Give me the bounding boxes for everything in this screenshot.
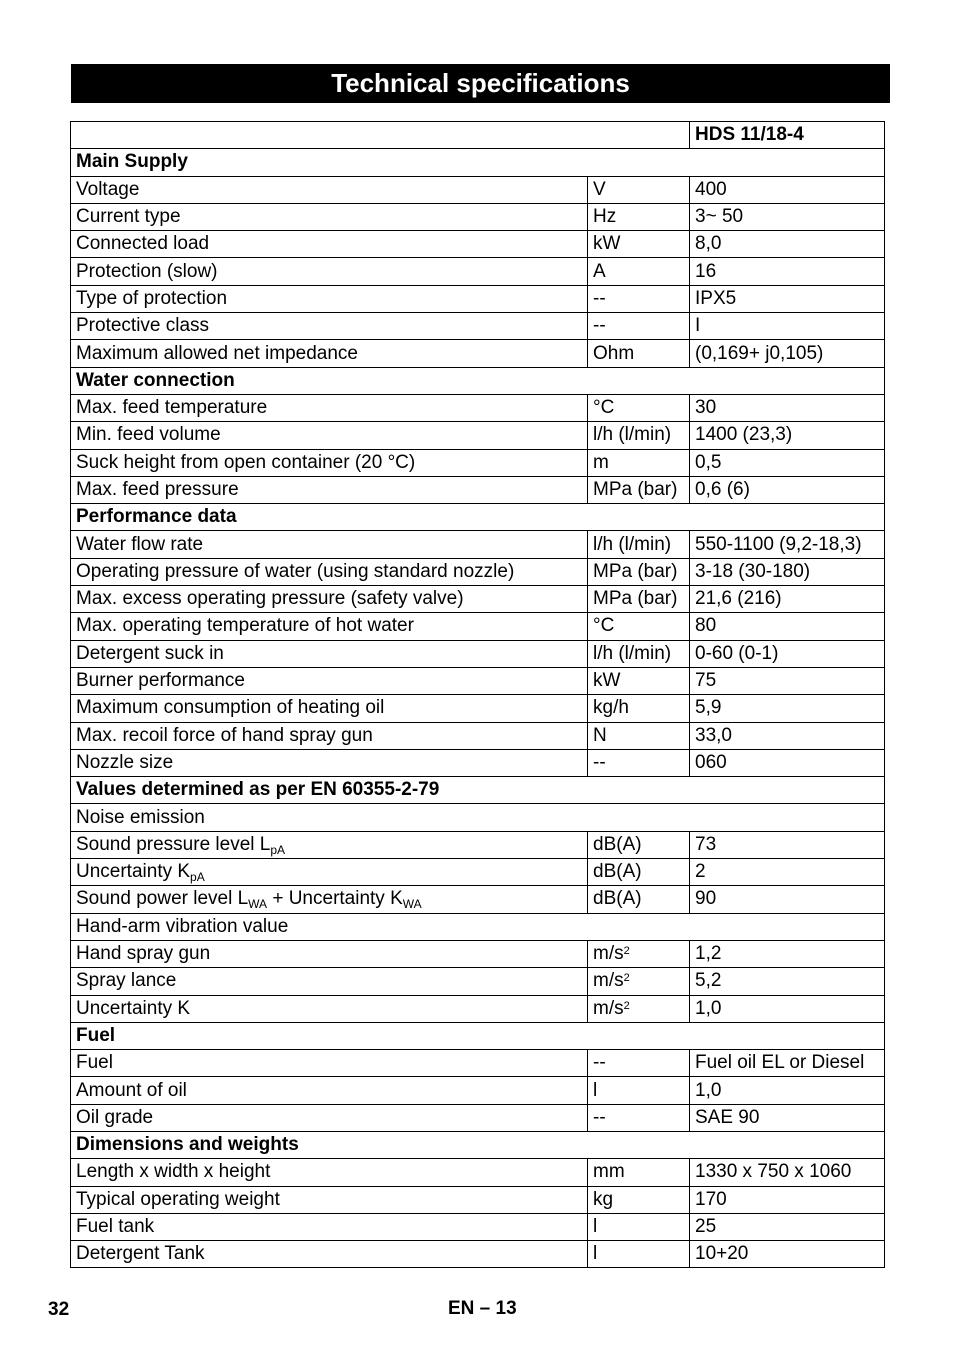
spec-value: 5,2 [690, 968, 885, 995]
spec-unit [588, 394, 690, 421]
spec-unit [588, 995, 690, 1022]
spec-unit [588, 722, 690, 749]
spec-label [71, 886, 588, 913]
table-row [71, 613, 885, 640]
spec-label [71, 394, 588, 421]
spec-value: IPX5 [690, 285, 885, 312]
spec-unit [588, 831, 690, 858]
spec-unit-text: Ohm [593, 342, 635, 364]
table-row [71, 231, 885, 258]
spec-label [71, 313, 588, 340]
spec-value: 3~ 50 [690, 203, 885, 230]
spec-label-subscript: pA [270, 842, 286, 857]
spec-unit [588, 176, 690, 203]
spec-value: (0,169+ j0,105) [690, 340, 885, 367]
spec-value: 80 [690, 613, 885, 640]
spec-label [71, 667, 588, 694]
spec-label-text: Fuel [76, 1052, 113, 1074]
spec-unit-text: l [593, 1216, 598, 1238]
spec-label-text: Min. feed volume [76, 424, 221, 446]
spec-unit-text: mm [593, 1161, 625, 1183]
spec-value: 8,0 [690, 231, 885, 258]
spec-label [71, 640, 588, 667]
spec-value: 0,5 [690, 449, 885, 476]
spec-unit [588, 531, 690, 558]
table-row [71, 176, 885, 203]
section-title: Values determined as per EN 60355-2-79 [71, 777, 885, 804]
spec-value: 2 [690, 859, 885, 886]
spec-value: 1,2 [690, 940, 885, 967]
section-title: Main Supply [71, 149, 885, 176]
table-row [71, 968, 885, 995]
section-title: Fuel [71, 1022, 885, 1049]
table-row [71, 749, 885, 776]
spec-label-text: Nozzle size [76, 751, 174, 773]
spec-label [71, 203, 588, 230]
section-title: Performance data [71, 504, 885, 531]
spec-label-text: Oil grade [76, 1106, 154, 1128]
section-header-row [71, 149, 885, 176]
table-row [71, 995, 885, 1022]
table-header-row [71, 122, 885, 149]
spec-label [71, 231, 588, 258]
spec-unit-superscript: 2 [623, 972, 630, 985]
table-row [71, 1186, 885, 1213]
spec-label [71, 1050, 588, 1077]
spec-unit [588, 640, 690, 667]
spec-label [71, 940, 588, 967]
spec-label-text: Maximum allowed net impedance [76, 342, 358, 364]
spec-unit [588, 695, 690, 722]
spec-label [71, 859, 588, 886]
spec-label-text: Current type [76, 206, 181, 228]
spec-label [71, 422, 588, 449]
spec-label-text: Max. excess operating pressure (safety valve) [76, 588, 464, 610]
spec-label-text: Amount of oil [76, 1079, 187, 1101]
spec-value: 550-1100 (9,2-18,3) [690, 531, 885, 558]
specifications-body [71, 122, 885, 1268]
table-row [71, 695, 885, 722]
spec-unit [588, 1159, 690, 1186]
spec-unit-text: l/h (l/min) [593, 642, 672, 664]
spec-unit [588, 859, 690, 886]
header-empty-cell [71, 122, 690, 149]
spec-unit [588, 586, 690, 613]
spec-unit [588, 203, 690, 230]
spec-unit [588, 749, 690, 776]
spec-label [71, 285, 588, 312]
spec-unit-text: °C [593, 397, 615, 419]
spec-unit-text: l/h (l/min) [593, 424, 672, 446]
table-row [71, 1213, 885, 1240]
spec-label-text: Uncertainty K [76, 861, 191, 883]
table-row [71, 640, 885, 667]
spec-label [71, 531, 588, 558]
subsection-title: Hand-arm vibration value [71, 913, 885, 940]
spec-value: 25 [690, 1213, 885, 1240]
table-row [71, 285, 885, 312]
spec-value: 90 [690, 886, 885, 913]
spec-label-text: Sound power level L [76, 888, 249, 910]
spec-value: 0-60 (0-1) [690, 640, 885, 667]
spec-unit-text: dB(A) [593, 888, 642, 910]
spec-value: 30 [690, 394, 885, 421]
table-row [71, 1241, 885, 1268]
spec-label [71, 1104, 588, 1131]
spec-label [71, 1213, 588, 1240]
spec-label-text: Protection (slow) [76, 260, 218, 282]
spec-label-text: Operating pressure of water (using standard nozzle) [76, 560, 515, 582]
spec-value: 400 [690, 176, 885, 203]
spec-label [71, 968, 588, 995]
spec-value: 060 [690, 749, 885, 776]
spec-label [71, 558, 588, 585]
spec-label [71, 1241, 588, 1268]
spec-unit [588, 1104, 690, 1131]
spec-unit [588, 1241, 690, 1268]
table-row [71, 340, 885, 367]
spec-unit [588, 340, 690, 367]
spec-label-text: Type of protection [76, 287, 228, 309]
spec-unit [588, 886, 690, 913]
spec-unit [588, 258, 690, 285]
spec-unit-text: m/s [593, 970, 624, 992]
table-row [71, 476, 885, 503]
table-row [71, 531, 885, 558]
spec-unit-text: Hz [593, 206, 617, 228]
spec-label-text: Burner performance [76, 670, 245, 692]
spec-unit-text: -- [593, 315, 606, 337]
spec-value: 1,0 [690, 995, 885, 1022]
spec-unit-text: MPa (bar) [593, 588, 678, 610]
spec-unit-text: kW [593, 233, 621, 255]
spec-label-text: Uncertainty K [76, 997, 191, 1019]
spec-value: 1400 (23,3) [690, 422, 885, 449]
table-row [71, 886, 885, 913]
subsection-row [71, 913, 885, 940]
footer-page-label: EN – 13 [448, 1298, 517, 1319]
spec-unit [588, 667, 690, 694]
spec-unit [588, 940, 690, 967]
spec-value: 5,9 [690, 695, 885, 722]
spec-unit [588, 422, 690, 449]
spec-value: 16 [690, 258, 885, 285]
spec-label [71, 449, 588, 476]
spec-label [71, 995, 588, 1022]
spec-unit-superscript: 2 [623, 945, 630, 958]
spec-value: Fuel oil EL or Diesel [690, 1050, 885, 1077]
spec-unit [588, 613, 690, 640]
section-header-row [71, 777, 885, 804]
spec-unit-text: °C [593, 615, 615, 637]
spec-unit [588, 476, 690, 503]
spec-value: 73 [690, 831, 885, 858]
spec-unit-text: kg/h [593, 697, 629, 719]
spec-label [71, 476, 588, 503]
model-header: HDS 11/18-4 [690, 122, 885, 149]
spec-value: 33,0 [690, 722, 885, 749]
spec-unit-text: -- [593, 287, 606, 309]
spec-unit [588, 1077, 690, 1104]
spec-label [71, 1186, 588, 1213]
section-title: Water connection [71, 367, 885, 394]
spec-unit-text: -- [593, 1052, 606, 1074]
spec-label-text: Detergent suck in [76, 642, 224, 664]
table-row [71, 722, 885, 749]
table-row [71, 940, 885, 967]
spec-label-text: Spray lance [76, 970, 177, 992]
table-row [71, 586, 885, 613]
spec-unit [588, 1213, 690, 1240]
spec-unit [588, 1186, 690, 1213]
spec-unit [588, 285, 690, 312]
spec-unit-text: l [593, 1243, 598, 1265]
spec-unit-text: -- [593, 751, 606, 773]
spec-label [71, 258, 588, 285]
spec-label [71, 176, 588, 203]
specifications-table [70, 121, 885, 1268]
spec-unit [588, 1050, 690, 1077]
spec-unit [588, 558, 690, 585]
table-row [71, 831, 885, 858]
spec-label [71, 1159, 588, 1186]
spec-unit-superscript: 2 [623, 999, 630, 1012]
section-header-row [71, 1131, 885, 1158]
spec-label-text: Max. feed pressure [76, 479, 239, 500]
table-row [71, 1050, 885, 1077]
table-row [71, 558, 885, 585]
spec-unit-text: MPa (bar) [593, 560, 678, 582]
spec-label-text: Suck height from open container (20 °C) [76, 451, 416, 473]
spec-label [71, 722, 588, 749]
section-header-row [71, 367, 885, 394]
spec-unit-text: A [593, 260, 606, 282]
spec-label [71, 695, 588, 722]
table-row [71, 258, 885, 285]
spec-label-text: Sound pressure level L [76, 833, 271, 855]
spec-unit-text: MPa (bar) [593, 479, 678, 500]
spec-unit [588, 231, 690, 258]
table-row [71, 422, 885, 449]
spec-value: 1,0 [690, 1077, 885, 1104]
spec-label-text: Max. recoil force of hand spray gun [76, 724, 373, 746]
spec-unit [588, 449, 690, 476]
spec-unit-text: V [593, 178, 606, 200]
spec-value: 0,6 (6) [690, 476, 885, 503]
spec-label-text: Voltage [76, 178, 140, 200]
spec-unit-text: kW [593, 670, 621, 692]
section-header-row [71, 1022, 885, 1049]
spec-label [71, 613, 588, 640]
spec-unit-text: dB(A) [593, 833, 642, 855]
spec-value: 21,6 (216) [690, 586, 885, 613]
spec-unit-text: dB(A) [593, 861, 642, 883]
spec-label-subscript: pA [190, 870, 205, 885]
table-row [71, 1104, 885, 1131]
spec-label-text: Protective class [76, 315, 210, 337]
spec-unit-text: l [593, 1079, 598, 1101]
spec-label-subscript: WA [248, 897, 268, 912]
spec-unit-text: kg [593, 1188, 614, 1210]
table-row [71, 394, 885, 421]
section-header-row [71, 504, 885, 531]
spec-value: 3-18 (30-180) [690, 558, 885, 585]
table-row [71, 449, 885, 476]
spec-unit-text: m/s [593, 997, 624, 1019]
spec-label [71, 749, 588, 776]
spec-unit [588, 968, 690, 995]
spec-label [71, 340, 588, 367]
spec-label [71, 586, 588, 613]
spec-label-text: Hand spray gun [76, 943, 211, 965]
table-row [71, 313, 885, 340]
spec-label-text: Length x width x height [76, 1161, 271, 1183]
spec-label-text: Detergent Tank [76, 1243, 205, 1265]
footer-page-number: 32 [48, 1299, 70, 1320]
section-title: Dimensions and weights [71, 1131, 885, 1158]
spec-value: I [690, 313, 885, 340]
spec-label [71, 831, 588, 858]
table-row [71, 203, 885, 230]
spec-label [71, 1077, 588, 1104]
spec-label-text: Maximum consumption of heating oil [76, 697, 385, 719]
spec-unit-text: -- [593, 1106, 606, 1128]
spec-value: 10+20 [690, 1241, 885, 1268]
table-row [71, 1159, 885, 1186]
spec-label-text: Fuel tank [76, 1216, 155, 1238]
page-title: Technical specifications [71, 64, 890, 103]
spec-label-tail: + Uncertainty K [267, 888, 403, 910]
spec-label-tail-subscript: WA [402, 897, 422, 912]
spec-label-text: Connected load [76, 233, 210, 255]
table-row [71, 667, 885, 694]
subsection-title: Noise emission [71, 804, 885, 831]
spec-label-text: Max. feed temperature [76, 397, 268, 419]
spec-value: 75 [690, 667, 885, 694]
spec-value: 1330 x 750 x 1060 [690, 1159, 885, 1186]
table-row [71, 859, 885, 886]
spec-unit-text: m [593, 451, 609, 473]
subsection-row [71, 804, 885, 831]
table-row [71, 1077, 885, 1104]
spec-unit-text: l/h (l/min) [593, 533, 672, 555]
spec-unit-text: N [593, 724, 607, 746]
spec-unit [588, 313, 690, 340]
spec-label-text: Typical operating weight [76, 1188, 280, 1210]
spec-value: 170 [690, 1186, 885, 1213]
spec-label-text: Max. operating temperature of hot water [76, 615, 414, 637]
spec-label-text: Water flow rate [76, 533, 204, 555]
spec-unit-text: m/s [593, 943, 624, 965]
spec-value: SAE 90 [690, 1104, 885, 1131]
